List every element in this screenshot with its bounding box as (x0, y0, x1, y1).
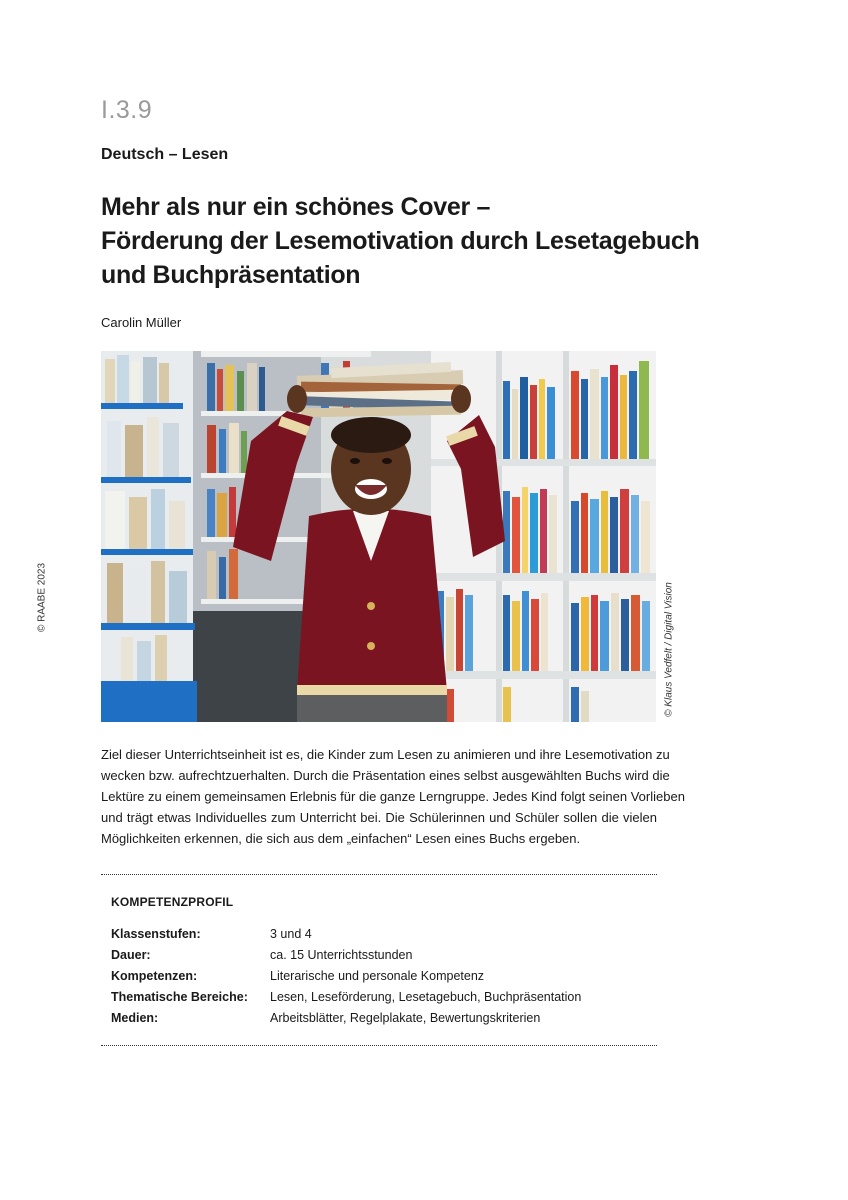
profile-label: Medien: (111, 1011, 159, 1025)
profile-heading: KOMPETENZPROFIL (111, 895, 234, 909)
profile-value: Arbeitsblätter, Regelplakate, Bewertungskriterien (270, 1011, 541, 1025)
subject-heading: Deutsch – Lesen (101, 146, 229, 163)
profile-label: Kompetenzen: (111, 969, 198, 983)
profile-value: ca. 15 Unterrichtsstunden (270, 948, 413, 962)
profile-label: Thematische Bereiche: (111, 990, 248, 1004)
intro-line-3: Lektüre zu einem gemeinsamen Erlebnis für die ganze Lerngruppe. Jedes Kind folgt seinen Vorlieben (101, 789, 685, 804)
title-line-2: Förderung der Lesemotivation durch Lesetagebuch (101, 227, 700, 255)
intro-line-2: wecken bzw. aufrechtzuerhalten. Durch die Präsentation eines selbst ausgewählten Buchs wird die (101, 768, 670, 783)
title-line-1: Mehr als nur ein schönes Cover – (101, 193, 491, 221)
unit-code: I.3.9 (101, 96, 153, 124)
competence-profile-box (101, 874, 657, 1046)
profile-label: Dauer: (111, 948, 151, 962)
profile-value: Literarische und personale Kompetenz (270, 969, 485, 983)
intro-line-1: Ziel dieser Unterrichtseinheit ist es, die Kinder zum Lesen zu animieren und ihre Lesemotivation zu (101, 747, 670, 762)
side-copyright (35, 560, 49, 640)
page-title (101, 190, 701, 292)
photo-credit (662, 580, 676, 722)
author-name: Carolin Müller (101, 315, 182, 330)
intro-line-5: Möglichkeiten erkennen, die sich aus dem „einfachen“ Lesen eines Buchs ergeben. (101, 831, 581, 846)
intro-line-4: und trägt etwas Individuelles zum Unterricht bei. Die Schülerinnen und Schüler sollen die vielen (101, 810, 657, 825)
side-copyright-text: © RAABE 2023 (36, 562, 48, 633)
title-line-3: und Buchpräsentation (101, 261, 361, 289)
photo-credit-text: © Klaus Vedfelt / Digital Vision (663, 582, 675, 717)
profile-value: Lesen, Leseförderung, Lesetagebuch, Buchpräsentation (270, 990, 582, 1004)
profile-value: 3 und 4 (270, 927, 312, 941)
cover-photo (101, 351, 656, 722)
profile-label: Klassenstufen: (111, 927, 201, 941)
intro-paragraph (101, 744, 685, 849)
child-with-books-illustration (101, 351, 656, 722)
